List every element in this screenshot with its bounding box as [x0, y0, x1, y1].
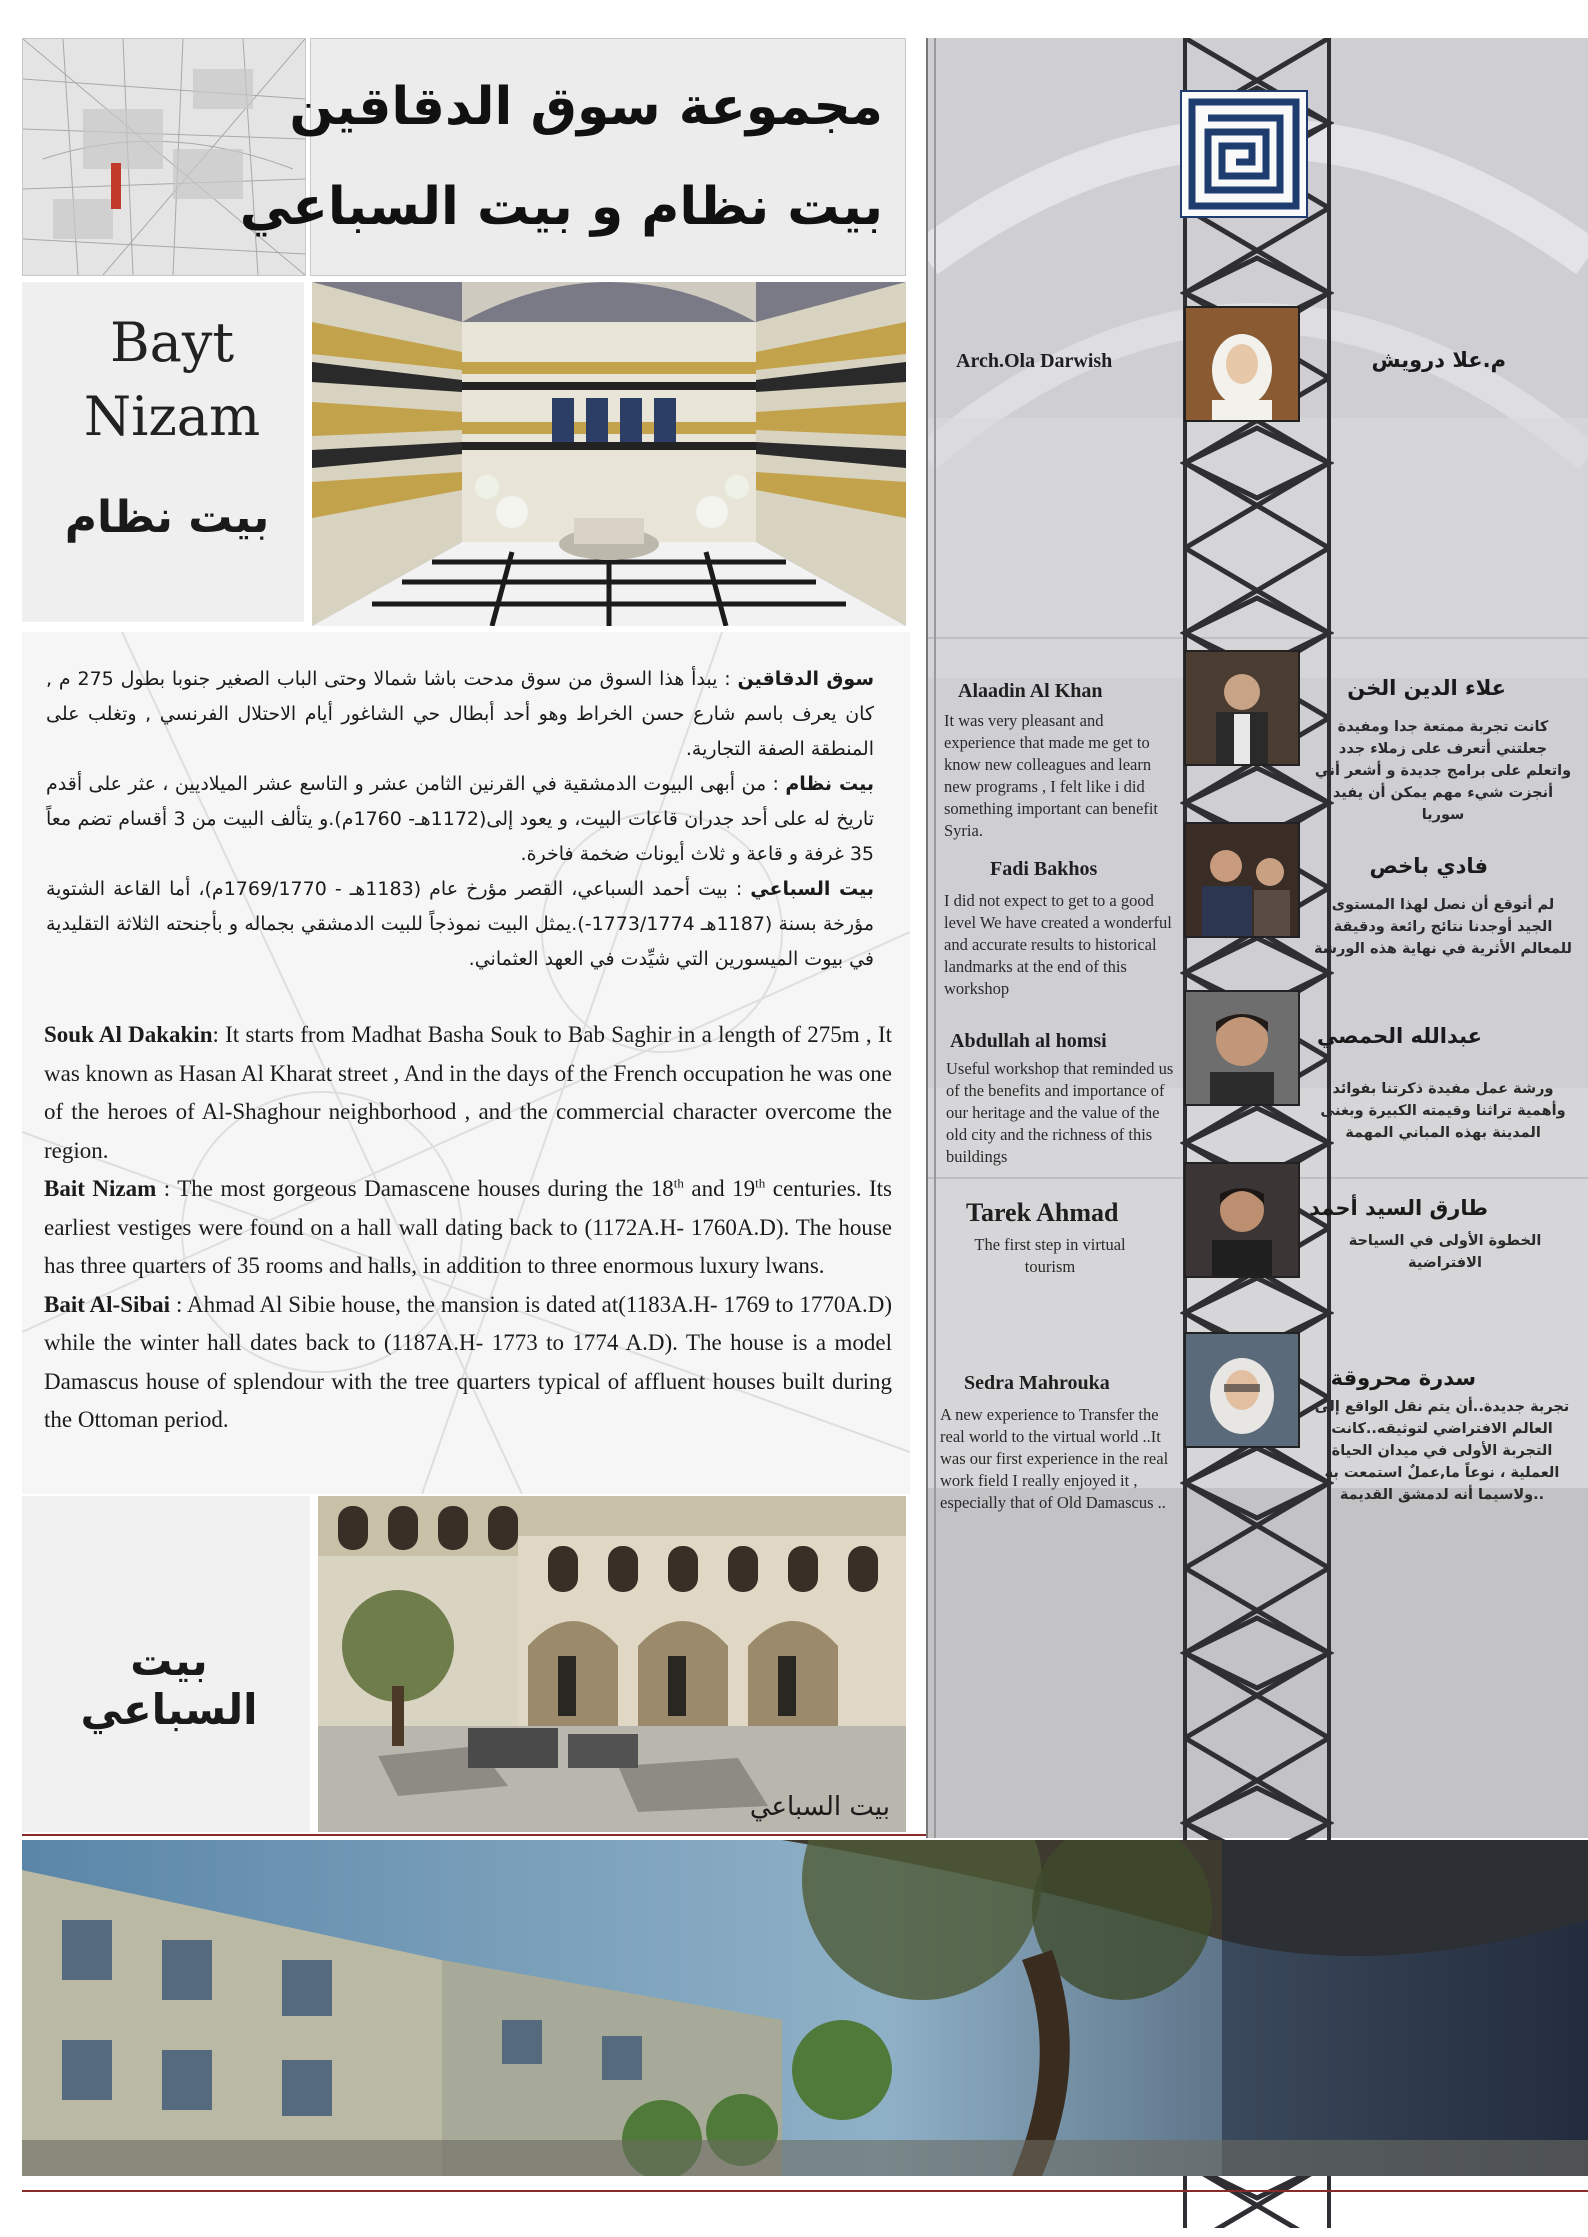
arabic-paragraph-nizam — [46, 767, 874, 872]
member-quote-ar: الخطوة الأولى في السياحة الافتراضية — [1348, 1233, 1542, 1271]
member-name-en: Tarek Ahmad — [966, 1198, 1119, 1227]
arabic-description — [46, 662, 874, 977]
souk-location-marker — [111, 163, 121, 209]
member-name-en: Alaadin Al Khan — [958, 680, 1103, 702]
sibai-body-ar: : بيت أحمد السباعي، القصر مؤرخ عام (1183هـ - 1769/1770م)، أما القاعة الشتوية مؤرخة بسنة (1187هـ 1773/1774-).يمثل البيت نموذجاً للبيت الدمشقي بجماله و بأجنحته الثلاثة التقليدية في بيوت الميسورين التي شيِّدت في العهد العثماني. — [46, 878, 875, 970]
member-photo-sedra — [1184, 1332, 1300, 1448]
bayt-sibai-label-box — [22, 1496, 310, 1832]
bottom-divider-line — [22, 2190, 1588, 2192]
description-block — [22, 632, 910, 1494]
sibai-body-en: : Ahmad Al Sibie house, the mansion is dated at(1183A.H- 1769 to 1770A.D) while the winter hall dates back to (1187A.H- 1773 to 1774 A.D). The house is a model Damascus house of splendour with the tree quarters typical of affluent houses built during the Ottoman period. — [44, 1291, 892, 1432]
sibai-label-en: Bait Al-Sibai — [44, 1291, 176, 1317]
bayt-nizam-courtyard-render — [312, 282, 906, 626]
member-name-ar: سدرة محروقة — [1330, 1366, 1476, 1390]
nizam-body-en-a: : The most gorgeous Damascene houses during the 18 — [163, 1176, 674, 1201]
member-name-en: Abdullah al homsi — [950, 1030, 1107, 1052]
lattice-diamond — [1185, 1448, 1329, 1518]
member-quote-en: The first step in virtual tourism — [974, 1235, 1126, 1276]
member-quote-ar: كانت تجربة ممتعة جدا ومفيدة جعلتني أتعرف على زملاء جدد واتعلم على برامج جديدة و أشعر أني أنجزت شيء مهم يمكن أن يفيد سوريا — [1314, 719, 1572, 823]
english-paragraph-souk — [44, 1016, 892, 1170]
city-map-image — [22, 38, 306, 276]
member-photo-abdullah — [1184, 990, 1300, 1106]
member-name-ar: فادي باخص — [1369, 854, 1488, 878]
bayt-nizam-arabic-title: بيت نظام — [64, 492, 270, 543]
sibai-label-ar: بيت السباعي — [750, 878, 874, 900]
member-quote-en: It was very pleasant and experience that made me get to know new colleagues and learn new programs , I felt like i did something important can benefit Syria. — [944, 711, 1158, 840]
nizam-label-ar: بيت نظام — [785, 773, 875, 795]
member-quote-ar: ورشة عمل مفيدة ذكرتنا بفوائد وأهمية تراثنا وقيمته الكبيرة وبغنى المدينة بهذه المباني المهمة — [1320, 1081, 1566, 1141]
workshop-logo — [1180, 90, 1308, 218]
member-name-ar: علاء الدين الخن — [1347, 676, 1506, 700]
member-photo-alaadin — [1184, 650, 1300, 766]
bayt-sibai-courtyard-render — [318, 1496, 906, 1832]
nizam-body-ar: : من أبهى البيوت الدمشقية في القرنين الثامن عشر و التاسع عشر الميلاديين ، عثر على أقدم تاريخ له على أحد جدران قاعات البيت، و يعود إلى(1172هـ- 1760م).و يتألف البيت من 3 أقسام تضم معاً 35 غرفة و قاعة و ثلاث أيونات ضخمة فاخرة. — [46, 773, 875, 865]
nizam-label-en: Bait Nizam — [44, 1176, 164, 1201]
member-quote-ar: لم أتوقع أن نصل لهذا المستوى الجيد أوجدنا نتائج رائعة ودقيقة للمعالم الأثرية في نهاية هذه الورشة — [1314, 897, 1572, 957]
ordinal-suffix: th — [673, 1175, 684, 1191]
bayt-nizam-english-title — [62, 306, 282, 454]
souk-label-ar: سوق الدقاقين — [737, 668, 874, 690]
bayt-nizam-label-box — [22, 282, 304, 622]
panel-border-inner — [934, 38, 936, 1838]
member-quote-en: A new experience to Transfer the real world to the virtual world ..It was our first experience in the real work field I really enjoyed it , especially that of Old Damascus .. — [940, 1405, 1169, 1512]
souk-label-en: Souk Al Dakakin — [44, 1022, 213, 1047]
title-arabic-line-2: بيت نظام و بيت السباعي — [239, 177, 883, 237]
souk-body-ar: : يبدأ هذا السوق من سوق مدحت باشا شمالا وحتى الباب الصغير جنوبا بطول 275 م , كان يعرف باسم شارع حسن الخراط وهو أحد أبطال حي الشاغور أيام الاحتلال الفرنسي , وتغلب على المنطقة الصفة التجارية. — [46, 668, 874, 760]
nizam-word: Nizam — [83, 385, 261, 448]
member-quote-ar: تجربة جديدة..أن يتم نقل الواقع إلى العالم الافتراضي لتوثيقه..كانت التجربة الأولى في ميدان الحياة العملية ، نوعاً ما,عملٌ استمعت به ..ولاسيما أنه لدمشق القديمة — [1314, 1399, 1570, 1503]
title-box — [239, 38, 906, 276]
member-name-ar: م.علا درويش — [1371, 348, 1506, 372]
member-name-en: Arch.Ola Darwish — [956, 350, 1113, 372]
lattice-stroke — [1185, 1568, 1329, 1738]
title-arabic-line-1: مجموعة سوق الدقاقين — [289, 77, 883, 137]
souk-body-en: : It starts from Madhat Basha Souk to Bab Saghir in a length of 275m , It was known as Hasan Al Kharat street , And in the days of the French occupation he was one of the heroes of Al-Shaghour neighborhood , and the commercial character overcome the region. — [44, 1022, 892, 1163]
member-quote-en: I did not expect to get to a good level We have created a wonderful and accurate results to historical landmarks at the end of this workshop — [944, 891, 1172, 998]
member-name-ar: عبدالله الحمصي — [1317, 1024, 1482, 1048]
english-description — [44, 1016, 892, 1440]
nizam-body-en-c: centuries. Its earliest vestiges were found on a hall wall dating back to (1172A.H- 1760A.D). The house has three quarters of 35 rooms and halls, in addition to three enormous luxury lwans. — [44, 1176, 892, 1278]
member-name-en: Fadi Bakhos — [990, 858, 1098, 880]
bayt-word: Bayt — [109, 311, 235, 374]
member-name-en: Sedra Mahrouka — [964, 1372, 1110, 1394]
lattice-diamond — [1185, 1618, 1329, 1688]
lattice-stroke — [1185, 1568, 1329, 1738]
arabic-paragraph-souk — [46, 662, 874, 767]
lattice-diamond — [1185, 428, 1329, 498]
member-photo-tarek — [1184, 1162, 1300, 1278]
nizam-body-en-b: and 19 — [683, 1176, 756, 1201]
panel-border-left — [926, 38, 928, 1838]
arabic-paragraph-sibai — [46, 872, 874, 977]
member-name-ar: طارق السيد أحمد — [1309, 1196, 1488, 1220]
english-paragraph-sibai — [44, 1286, 892, 1440]
ordinal-suffix: th — [755, 1175, 766, 1191]
bayt-sibai-caption: بيت السباعي — [749, 1792, 890, 1822]
souk-street-render — [22, 1840, 1588, 2176]
member-photo-fadi — [1184, 822, 1300, 938]
member-quote-en: Useful workshop that reminded us of the benefits and importance of our heritage and the value of the old city and the richness of this buildings — [946, 1059, 1174, 1166]
member-photo-ola — [1184, 306, 1300, 422]
english-paragraph-nizam — [44, 1170, 892, 1286]
bayt-sibai-arabic-title: بيت السباعي — [80, 1636, 258, 1734]
